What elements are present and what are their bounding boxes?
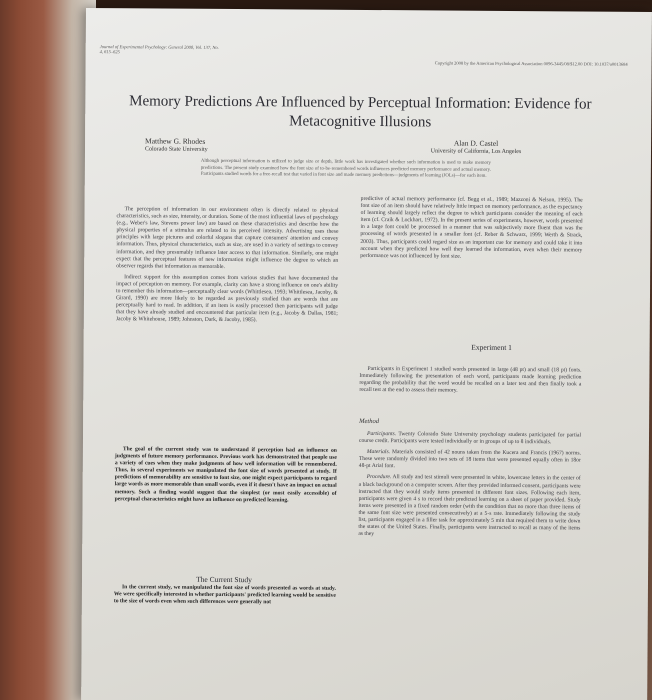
- right-column-top: [360, 196, 582, 265]
- copyright-header: Copyright 2008 by the American Psychological Association 0096-3445/08/$12.00 DOI: 10.1037/a0013684: [434, 60, 628, 67]
- experiment-1-heading: Experiment 1: [471, 342, 512, 352]
- materials-text: Materials consisted of 42 nouns taken from the Kucera and Francis (1967) norms. These were randomly divided into two sets of 18 items that were presented equally often in 18or 48-pt Arial font.: [358, 449, 581, 470]
- goal-paragraph: The goal of the current study was to understand if perception had an influence on judgments of future memory performance. Previous work has demonstrated that people use a variety of cues when they make judgments of how well information will be remembered. Thus, in several experiments we manipulated the font size of words presented at study. If predictions of memorability are sensitive to font size, one might expect participants to regard large words as more memorable than small words, even if it doesn't have an impact on actual memory. Such a finding would suggest that the simplest (or most easily accessible) of perceptual characteristics might have an influence on predicted learning.: [114, 446, 337, 504]
- paper-title: Memory Predictions Are Influenced by Perceptual Information: Evidence for Metacognitive Illusions: [129, 93, 592, 131]
- author-2-affiliation: University of California, Los Angeles: [430, 148, 522, 156]
- materials-paragraph: [359, 449, 581, 472]
- author-2-name: Alan D. Castel: [453, 138, 499, 148]
- procedure-text: All study and test stimuli were presented in white, lowercase letters in the center of a black background on a computer screen. After they provided informed consent, participants were instructed that they would study items presented in different font sizes. Following each item, participants were given 4 s to record their predicted learning on a sheet of paper provided. Study items were presented in a fixed random order (with the condition that no more than three items of the same font size were presented consecutively) at a 5-s rate. Immediately following the study list, participants engaged in a filler task for approximately 5 min that required them to write down the states of the United States. Finally, participants were instructed to recall as many of the items as they: [358, 474, 581, 538]
- procedure-label: Procedure.: [366, 474, 392, 481]
- right-column-experiment: [359, 366, 581, 400]
- author-2: [401, 138, 551, 157]
- abstract: Although perceptual information is utilized to judge size or depth, little work has investigated whether such information is used to make memory predictions. The present study examined how the font size of to-be-remembered words influences predicted memory performance and actual memory. Participants studied words for a free-recall test that varied in font size and made memory predictions—judgments of learning (JOLs)—for each item.: [200, 158, 491, 179]
- current-paragraph: In the current study, we manipulated the font size of words presented as words at study. We were specifically interested in whether participants' predicted learning would be sensitive to the size of words even when such differences were generally not: [113, 584, 336, 606]
- left-column-intro: [116, 206, 339, 329]
- materials-label: Materials.: [366, 449, 391, 456]
- paper-sheet: [81, 8, 652, 700]
- author-1-affiliation: Colorado State University: [144, 146, 208, 153]
- left-column-goal: [115, 446, 337, 508]
- current-study-heading: The Current Study: [196, 574, 252, 585]
- journal-header: Journal of Experimental Psychology: General 2008, Vol. 137, No. 4, 615–625: [99, 44, 219, 55]
- experiment-paragraph: Participants in Experiment 1 studied words presented in large (48 pt) and small (18 pt) fonts. Immediately following the presentation of each word, participants made learning prediction regarding the probability that the word would be recalled on a later test and then finally took a recall test at the end to assess their memory.: [359, 365, 582, 394]
- method-heading: Method: [359, 417, 380, 426]
- author-1: [145, 136, 208, 154]
- participants-text: Twenty Colorado State University psychology students participated for partial course credit. Participants were tested individually or in groups of up to 8 individuals.: [358, 431, 582, 446]
- left-column-current: [114, 574, 336, 607]
- right-column-method: [358, 431, 581, 544]
- indirect-paragraph: Indirect support for this assumption comes from various studies that have documented the impact of perception on memory. For example, clarity can have a strong influence on one's ability to remember this information—perceptually clear words (Whittlesea, 1993; Whittlesea, Jacoby, & Girard, 1990) are more likely to be regarded as previously studied than are words that are perceptually hard to read. In addition, if an item is easily processed then participants will judge that they have already studied and encountered that particular item (e.g., Jacoby & Dallas, 1981; Jacoby & Whitehouse, 1989; Johnston, Dark, & Jacoby, 1985).: [115, 274, 339, 324]
- participants-label: Participants.: [367, 430, 397, 438]
- intro-paragraph: The perception of information in our environment often is directly related to physical characteristics, such as size, intensity, or duration. Some of the most influential laws of psychology (e.g., Weber's law, Stevens power law) are based on these characteristics and describe how the physical properties of a stimulus are related to its perceived intensity. Advertising uses these principles with large pictures and colorful slogans that capture consumers' attention and convey information. Thus, physical characteristics, such as size, are used in a variety of settings to convey information, and they presumably influence later access to that information. Similarly, one might expect that the perceptual features of new information might influence the degree to which an observer regards that information as memorable.: [116, 206, 339, 270]
- right-top-paragraph: predictive of actual memory performance (cf. Begg et al., 1989; Mazzoni & Nelson, 1995). The font size of an item should have relatively little impact on memory performance, as the expectancy of learning should largely reflect the degree to which participants consider the meaning of each item (cf. Craik & Lockhart, 1972). In the present series of experiments, however, words presented in a large font could be processed in a manner that was subjectively more fluent than was the processing of words presented in a smaller font (cf. Reber & Schwarz, 1999; Werth & Strack, 2003). Thus, participants could regard size as an important cue for memory and could take it into account when they predicted how well they learned the information, even when their memory performance was not influenced by font size.: [360, 195, 583, 260]
- author-1-name: Matthew G. Rhodes: [145, 136, 206, 146]
- procedure-paragraph: [358, 474, 580, 539]
- participants-paragraph: [359, 431, 581, 447]
